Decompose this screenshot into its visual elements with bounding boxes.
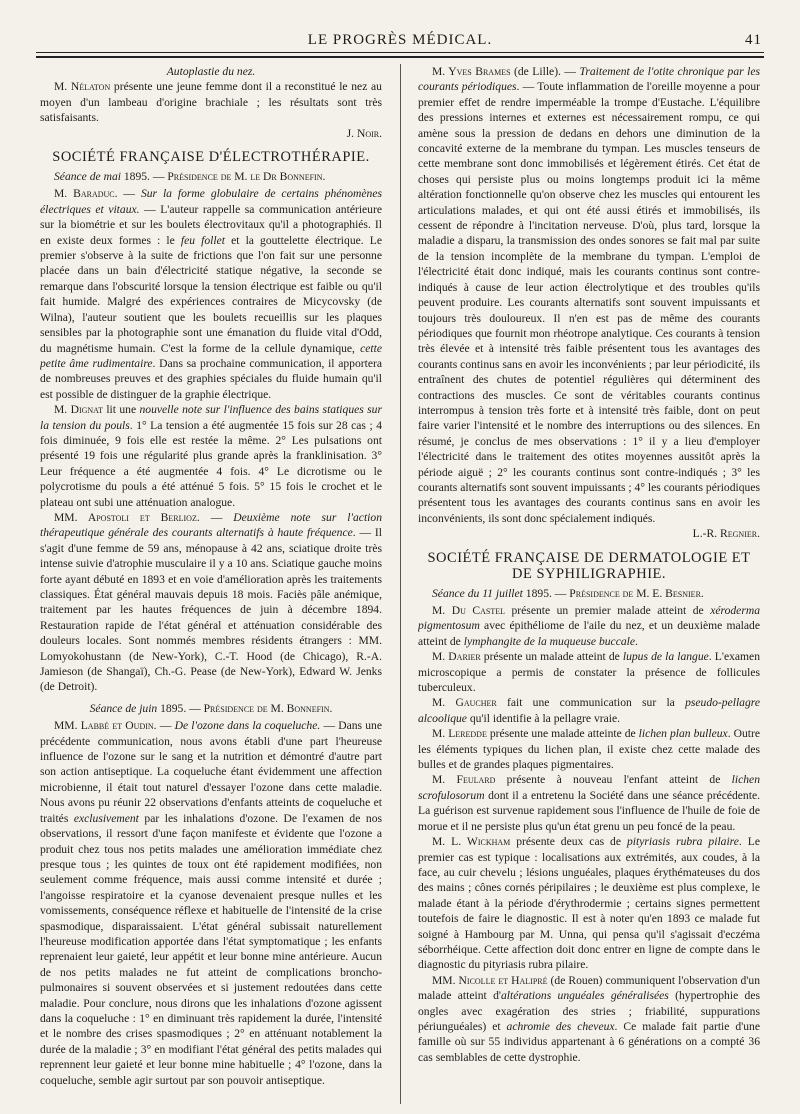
paragraph-leredde (418, 726, 760, 772)
paragraph-text: — Dans une précédente communication, nous avons établi d'une part l'heureuse influence de l'ozone sur le sang et la nutrition et démontré d'autre part son action antiseptique. La coqueluche étant évidemment une affection microbienne, il était tout naturel d'essayer l'ozone dans cette maladie. Nous avons pu réunir 22 observations d'enfants atteints de coqueluche et traités (40, 719, 382, 825)
header-rule (36, 52, 764, 53)
italic-term: feu follet (180, 233, 225, 247)
author-name: MM. Apostoli et Berlioz. (54, 510, 200, 524)
italic-term: lymphangite de la muqueuse buccale (463, 634, 635, 648)
column-divider (400, 64, 401, 1104)
paragraph-text: présente une malade atteinte de (486, 727, 639, 741)
paragraph-text: . — Toute inflammation de l'oreille moyenne a pour premier effet de rendre imperméable la trompe d'Eustache. L'équilibre des pressions internes et externes est nécessairement rompu, ce qui amène sous la pression de dedans en dehors une diminution de la concavité externe de la membrane du tympan. Les muscles tenseurs de cette membrane sont donc immobilisés et légèrement étirés. Cet état de choses qui persiste plus ou moins longtemps produit ici la même altération fonctionnelle qu'on observe chez les muscles qui entourent les articulations malades, et qui ont été aussi étirés et immobilisés, ils cessent de répondre à l'incitation nerveuse. D'où, plus tard, lorsque la maladie a disparu, la transmission des ondes sonores se fait mal par suite de la tension incomplète de la membrane du tympan. L'emploi de l'électricité était donc indiqué, mais les courants continus sont contre-indiqués à cause de leur action électrolytique et des troubles qu'ils peuvent produire. Les courants alternatifs sont souvent impuissants et toujours très douloureux. Il n'en est pas de même des courants périodiques que fournit mon rhéotrope analytique. Ces courants à tension très élevée et à intensité très faible présentent tous les avantages des courants continus sans en avoir les inconvénients ; par leur périodicité, ils entraînent des chutes de potentiel régulières qui déterminent des contractions des muscles. Ce sont de véritables courants continus interrompus à tension très forte et à intensité très faible, dont on peut faire varier l'intensité et le nombre des interruptions ou des silences. En résumé, je conclus de mes observations : 1° il y a lieu d'employer l'électricité dans le traitement des otites moyennes aussitôt après la période aiguë ; 2° les courants continus sont contre-indiqués ; 3° les courants alternatifs sont souvent impuissants ; 4° les courants périodiques présentent tous les avantages des courants continus sans en avoir les inconvénients, ils sont donc spécialement indiqués. (418, 80, 760, 525)
paragraph-text: présente un malade atteint de (480, 650, 623, 664)
author-name: M. Leredde (432, 727, 487, 741)
society-heading-dermatologie: SOCIÉTÉ FRANÇAISE DE DERMATOLOGIE ET DE SYPHILIGRAPHIE. (427, 549, 751, 582)
italic-term: exclusivement (73, 811, 139, 825)
right-column (418, 64, 760, 1108)
paragraph-text: dont il a entretenu la Société dans une séance précédente. La guérison est survenue rapidement sous l'influence de l'huile de foie de morue et il ne persiste plus qu'un état grenu un peu foncé de la peau. (418, 788, 760, 833)
author-name: M. Dignat (54, 403, 103, 417)
session-presidence: 1895. — Présidence de M. Bonnefin. (157, 701, 333, 715)
paragraph-text: . Outre les éléments typiques du lichen plan, il existe chez cette malade des bulles et de grandes plaques pigmentaires. (418, 727, 760, 772)
paragraph-du-castel (418, 603, 760, 649)
author-name: M. Yves Brames (432, 65, 511, 78)
paragraph-text: . 1° La tension a été augmentée 15 fois sur 28 cas ; 4 fois diminuée, 9 fois elle est restée la même. 2° Les pulsations ont présenté 19 fois une régularité plus grande après la franklinisation. 3° Leur fréquence a été augmentée 4 fois. 4° Le dicrotisme ou le polycrotisme du pouls a été atténué 5 fois. 5° 15 fois le crochet et le plateau ont subi une atténuation analogue. (40, 418, 382, 509)
signature-text: J. Noir. (346, 126, 382, 140)
author-name: MM. Nicolle et Halipré (432, 973, 548, 987)
session-date: Séance de mai (54, 170, 121, 184)
paragraph-text: (de Rouen) communiquent l'observation d'un malade atteint d' (418, 973, 760, 1003)
session-presidence: 1895. — Présidence de M. E. Besnier. (522, 586, 704, 600)
signature-text: L.-R. Regnier. (692, 527, 760, 541)
paragraph-apostoli-berlioz (40, 510, 382, 695)
paragraph-text: et la gouttelette électrique. Le premier s'observe à la suite de frictions que l'on fait sur une personne placée dans un bain d'électricité statique négative, la seconde se remarque dans l'obscurité lorsque la tension électrique est faible ou qu'il fait humide. Malgré des expériences contraires de Micycovsky (de Wilna), l'auteur soutient que les boulets recueillis sur les plaques sensibles par la photographie sont une émanation du fluide vital d'Odd, du magnétisme humain. C'est la forme de la cellule dynamique, (40, 233, 382, 355)
italic-term: lichen scrofulosorum (418, 773, 760, 802)
paragraph-text: fait une communication sur la (496, 696, 686, 710)
session-date: Séance du 11 juillet (432, 586, 523, 600)
paragraph-gaucher (418, 695, 760, 726)
dash: — (199, 510, 234, 524)
communication-title: Sur la forme globulaire de certains phénomènes électriques et vitaux. (40, 187, 382, 216)
paragraph-baraduc (40, 186, 382, 402)
author-name: M. Gaucher (432, 696, 497, 710)
author-name: M. Du Castel (432, 604, 505, 617)
signature (40, 126, 382, 141)
communication-title: Traitement de l'otite chronique par les courants périodiques (418, 65, 760, 94)
paragraph-text: qu'il identifie à la pellagre vraie. (466, 711, 621, 725)
paragraph-text: (de Lille). — (510, 65, 580, 78)
session-line-mai (40, 169, 382, 184)
session-line-juin (40, 701, 382, 716)
italic-term: lupus de la langue (622, 650, 709, 664)
page-number: 41 (745, 32, 762, 48)
dash: — (117, 187, 141, 201)
signature (418, 526, 760, 541)
paragraph-text: . Le premier cas est typique : localisations aux extrémités, aux coudes, à la face, au cuir chevelu ; lésions unguéales, plaques érythémateuses du dos des mains ; cônes cornés péripilaires ; le deuxième est plus complexe, le malade étant à la période d'érythrodermie ; certains signes permettent toutefois de faire le diagnostic. Il est à noter qu'en 1893 ce malade fut soigné à Hambourg par M. Unna, qui pensa qu'il s'agissait d'eczéma séborrhéique. Cette affection doit donc entrer en ligne de compte dans le diagnostic du pityriasis rubra pilaire. (418, 835, 760, 972)
italic-term: pityriasis rubra pilaire (626, 835, 739, 849)
paragraph-feulard (418, 772, 760, 834)
paragraph-nelaton (40, 79, 382, 125)
italic-term: lichen plan bulleux (638, 727, 728, 741)
author-name: M. Nélaton (54, 80, 111, 94)
paragraph-wickham (418, 834, 760, 973)
dash: — (156, 719, 175, 733)
paragraph-darier (418, 649, 760, 695)
italic-term: altérations unguéales généralisées (500, 989, 669, 1003)
author-name: M. Darier (432, 650, 481, 664)
paragraph-text: — L'auteur rappelle sa communication antérieure sur la biométrie et sur les boulets électrovitaux qu'il a photographiés. Il en existe deux formes : le (40, 202, 382, 247)
paragraph-text: . Dans sa prochaine communication, il apportera de nombreuses preuves et des graphies spéciales du fluide humain qu'il est possible de distinguer de la graphie électrique. (40, 356, 382, 401)
paragraph-text: par les inhalations d'ozone. De l'examen de nos observations, il ressort d'une façon manifeste et évidente que l'ozone a produit chez tous nos petits malades une amélioration immédiate chez presque tous ; les quintes de toux ont été rapidement modifiées, non seulement comme fréquence, mais aussi comme intensité et durée ; l'angoisse respiratoire et la cyanose devenaient presque nulles et les vomissements, conséquence réflexe et habituelle de l'intensité de la crise spasmodique, disparaissaient. L'état général subissait naturellement l'heureuse modification apportée dans l'état symptomatique ; les enfants reprenaient leur gaieté, leur appétit et leur bonne mine antérieure. Aucun de nos petits malades ne fut atteint de complications broncho-pulmonaires si souvent observées et si justement redoutées dans cette maladie. Pour conclure, nous dirons que les inhalations d'ozone agissent dans la coqueluche : 1° en diminuant très rapidement la durée, l'intensité et le nombre des crises spasmodiques ; 2° en atténuant notablement la durée de la maladie ; 3° en modifiant l'état général des petits malades qui reprennent leur gaieté et leur bonne mine habituelle ; 4° l'ozone, dans la coqueluche, semble agir surtout par son pouvoir antiseptique. (40, 811, 382, 1087)
paragraph-text: . Ce malade fait partie d'une famille où sur 55 individus appartenant à 6 générations on a compté 36 cas semblables de cette dystrophie. (418, 1019, 760, 1064)
communication-title: De l'ozone dans la coqueluche. (174, 719, 321, 733)
paragraph-text: (hypertrophie des ongles avec exagération des stries ; friabilité, suppurations périunguéales) et (418, 989, 760, 1033)
society-heading-electrotherapie: SOCIÉTÉ FRANÇAISE D'ÉLECTROTHÉRAPIE. (52, 149, 370, 166)
session-presidence: 1895. — Présidence de M. le Dr Bonnefin. (120, 170, 326, 184)
paragraph-nicolle-halipre (418, 973, 760, 1065)
paragraph-text: présente un premier malade atteint de (505, 604, 711, 617)
italic-term: xéroderma pigmentosum (418, 604, 760, 633)
section-title-autoplastie: Autoplastie du nez. (166, 65, 256, 78)
running-head (36, 32, 764, 48)
paragraph-text: présente une jeune femme dont il a reconstitué le nez au moyen d'un lambeau d'origine brachiale ; les résultats sont très satisfaisants. (40, 80, 382, 125)
paragraph-text: . (635, 634, 638, 648)
session-date: Séance de juin (89, 701, 158, 715)
author-name: MM. Labbé et Oudin. (54, 719, 157, 733)
header-rule-thick (36, 56, 764, 58)
paragraph-dignat (40, 402, 382, 510)
author-name: M. L. Wickham (432, 835, 511, 849)
italic-term: achromie des cheveux (506, 1019, 615, 1033)
paragraph-text: lit une (102, 403, 140, 417)
author-name: M. Baraduc. (54, 187, 118, 201)
paragraph-labbe-oudin (40, 718, 382, 1088)
italic-term: pseudo-pellagre alcoolique (418, 696, 760, 725)
journal-title: LE PROGRÈS MÉDICAL. (307, 32, 493, 48)
communication-title: nouvelle note sur l'influence des bains statiques sur la tension du pouls (40, 403, 382, 432)
paragraph-text: . — Il s'agit d'une femme de 59 ans, ménopause à 42 ans, sciatique droite très intense suivie d'atrophie musculaire il y a 10 ans. Sciatique gauche moins forte ayant débuté en 1893 et en voie d'amélioration après les traitements classiques. État général mauvais depuis 18 mois. Faciès pâle anémique, traitement par les hautes fréquences de juin à décembre 1894. Restauration rapide de l'état général et atténuation considérable des douleurs locales. Sont nommés membres résidents étrangers : MM. Lomyokohustann (de New-York), C.-T. Hood (de Chicago), R.-A. Jamieson (de Shangaï), Ch.-G. Pease (de New-York), Edward W. Jenks (de Detroit). (40, 526, 382, 694)
paragraph-text: avec épithéliome de l'aile du nez, et un deuxième malade atteint de (418, 619, 760, 648)
paragraph-text: présente deux cas de (510, 835, 627, 849)
author-name: M. Feulard (432, 773, 496, 787)
communication-title: Deuxième note sur l'action thérapeutique générale des courants alternatifs à haute fréquence (40, 510, 382, 540)
paragraph-text: présente à nouveau l'enfant atteint de (495, 773, 732, 787)
paragraph-text: . L'examen microscopique a permis de constater la présence de follicules tuberculeux. (418, 650, 760, 695)
paragraph-brames (418, 64, 760, 526)
italic-term: cette petite âme rudimentaire (40, 341, 382, 370)
left-column (40, 64, 382, 1108)
session-line-juillet (418, 586, 760, 601)
